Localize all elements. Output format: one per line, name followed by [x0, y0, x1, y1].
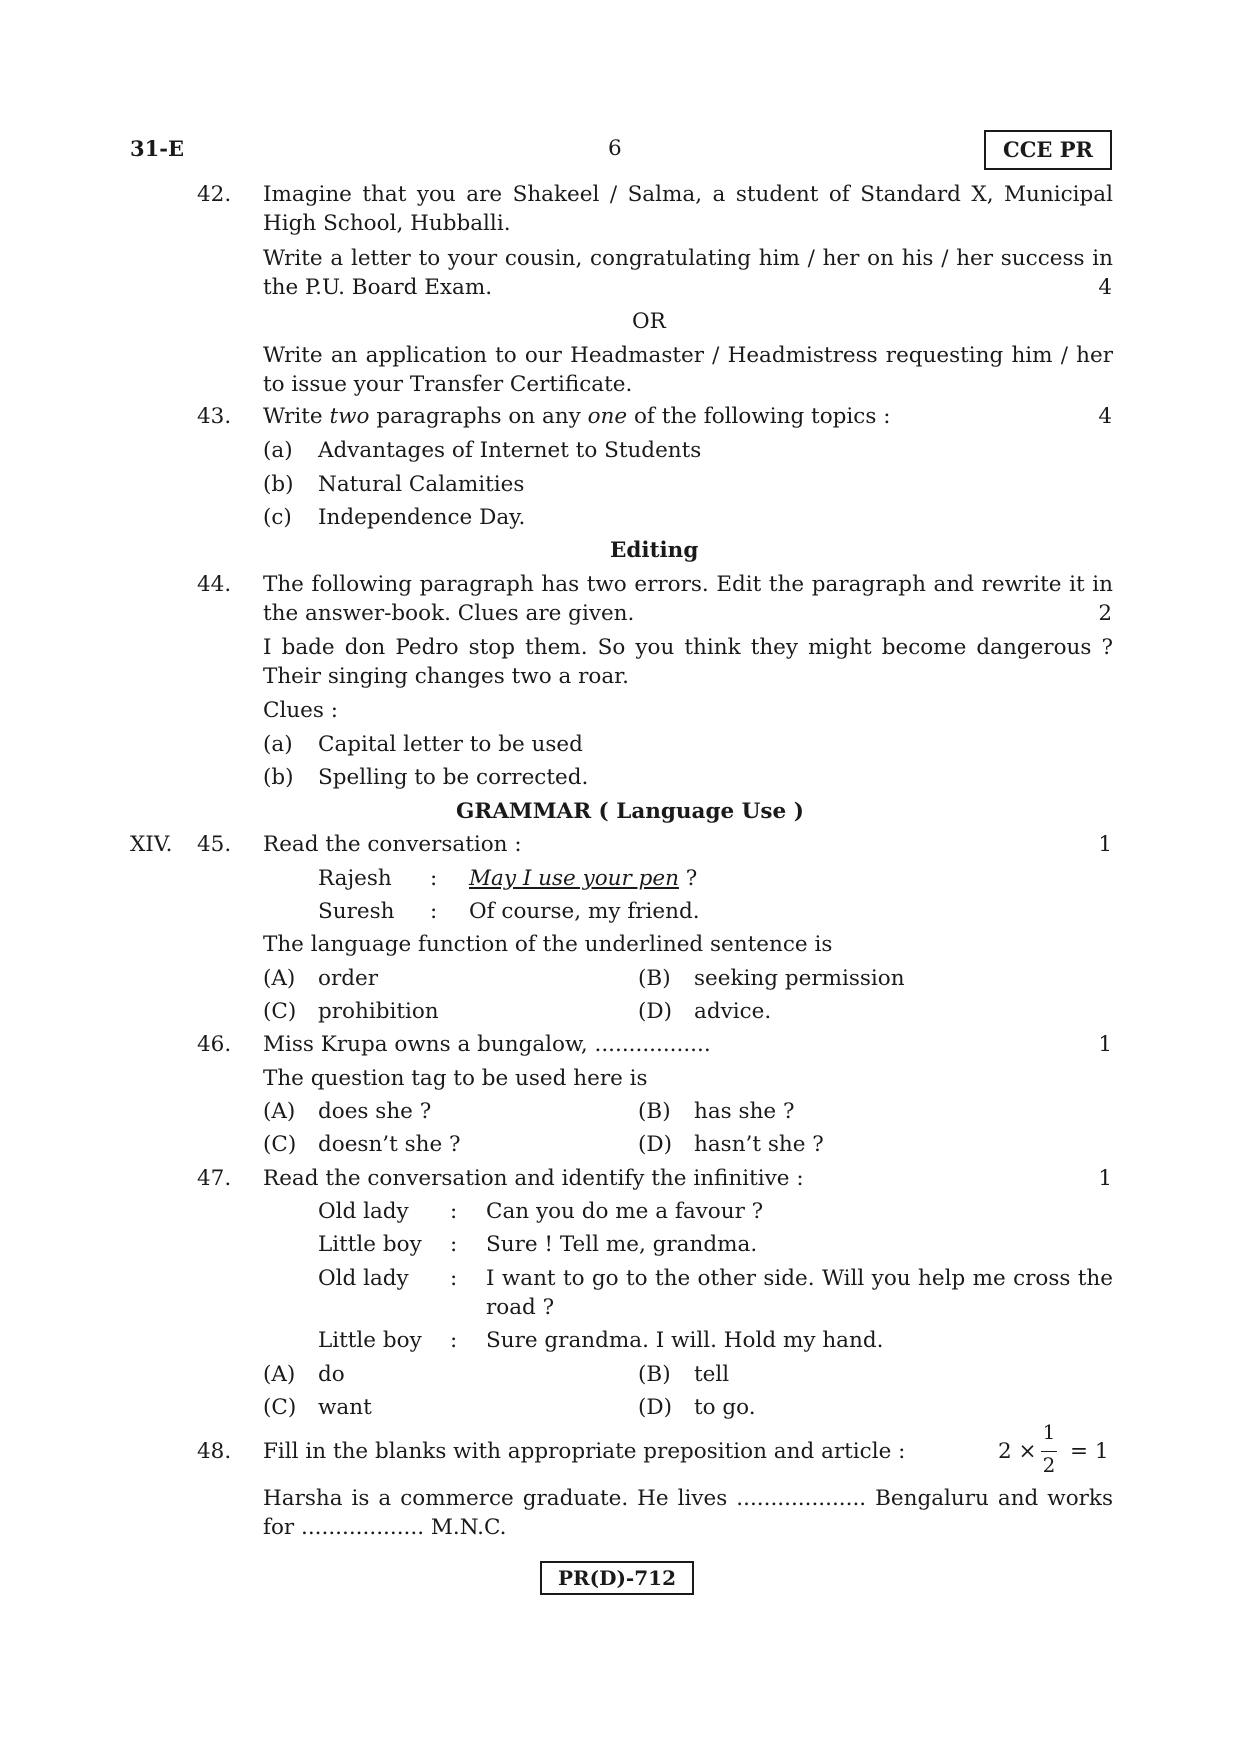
q46-prompt: The question tag to be used here is: [263, 1066, 648, 1091]
option-text: prohibition: [318, 999, 439, 1024]
q46-marks: 1: [1098, 1032, 1112, 1057]
q45-marks: 1: [1098, 832, 1112, 857]
option-label: (C): [263, 1132, 297, 1157]
question-number: 44.: [197, 572, 232, 597]
option-text: doesn’t she ?: [318, 1132, 461, 1157]
q45-prompt: The language function of the underlined sentence is: [263, 932, 833, 957]
clues-label: Clues :: [263, 698, 339, 723]
q48-passage: Harsha is a commerce graduate. He lives ................... Bengaluru and works for .................. M.N.C.: [263, 1486, 1113, 1540]
dialogue-line: May I use your pen ?: [469, 866, 698, 891]
option-text: Spelling to be corrected.: [318, 765, 589, 790]
q48-marks-suffix: = 1: [1070, 1439, 1109, 1464]
dialogue-speaker: Little boy: [318, 1328, 422, 1353]
dialogue-line: Of course, my friend.: [469, 899, 700, 924]
option-label: (A): [263, 966, 296, 991]
paper-code: 31-E: [130, 136, 184, 161]
option-text: Advantages of Internet to Students: [318, 438, 702, 463]
option-label: (b): [263, 765, 294, 790]
option-label: (C): [263, 1395, 297, 1420]
q44-marks: 2: [1098, 601, 1112, 626]
dialogue-separator: :: [450, 1232, 458, 1257]
option-text: order: [318, 966, 378, 991]
q43-marks: 4: [1098, 404, 1112, 429]
dialogue-speaker: Suresh: [318, 899, 395, 924]
q46-text: Miss Krupa owns a bungalow, .................: [263, 1032, 711, 1057]
option-text: do: [318, 1362, 345, 1387]
or-separator: OR: [632, 309, 666, 334]
option-label: (D): [638, 1395, 673, 1420]
option-label: (c): [263, 505, 292, 530]
section-number: XIV.: [130, 832, 173, 857]
option-label: (C): [263, 999, 297, 1024]
option-text: want: [318, 1395, 372, 1420]
q42-intro: Imagine that you are Shakeel / Salma, a student of Standard X, Municipal High School, Hubballi.: [263, 182, 1113, 236]
question-number: 47.: [197, 1166, 232, 1191]
footer-code: PR(D)-712: [540, 1561, 694, 1595]
dialogue-speaker: Little boy: [318, 1232, 422, 1257]
q42-marks: 4: [1098, 275, 1112, 300]
q47-marks: 1: [1098, 1166, 1112, 1191]
dialogue-line: Sure grandma. I will. Hold my hand.: [486, 1328, 884, 1353]
option-label: (A): [263, 1099, 296, 1124]
option-label: (b): [263, 472, 294, 497]
q48-marks-numerator: 1: [1042, 1420, 1056, 1444]
option-label: (D): [638, 1132, 673, 1157]
question-number: 43.: [197, 404, 232, 429]
dialogue-separator: :: [450, 1328, 458, 1353]
option-text: advice.: [694, 999, 772, 1024]
option-label: (B): [638, 1362, 671, 1387]
q44-text: The following paragraph has two errors. Edit the paragraph and rewrite it in the answer-book. Clues are given.: [263, 572, 1113, 626]
q45-text: Read the conversation :: [263, 832, 522, 857]
option-text: Natural Calamities: [318, 472, 525, 497]
dialogue-separator: :: [450, 1199, 458, 1224]
option-text: does she ?: [318, 1099, 432, 1124]
option-text: hasn’t she ?: [694, 1132, 824, 1157]
q47-text: Read the conversation and identify the infinitive :: [263, 1166, 804, 1191]
option-text: Independence Day.: [318, 505, 526, 530]
dialogue-line: I want to go to the other side. Will you help me cross the road ?: [486, 1266, 1113, 1320]
q42-alt-task: Write an application to our Headmaster / Headmistress requesting him / her to issue your Transfer Certificate.: [263, 343, 1113, 397]
dialogue-speaker: Old lady: [318, 1199, 409, 1224]
dialogue-speaker: Old lady: [318, 1266, 409, 1291]
question-number: 45.: [197, 832, 232, 857]
option-label: (a): [263, 732, 293, 757]
option-label: (B): [638, 966, 671, 991]
q44-passage: I bade don Pedro stop them. So you think they might become dangerous ? Their singing changes two a roar.: [263, 635, 1113, 689]
underlined-sentence: May I use your pen: [469, 866, 679, 891]
fraction-bar: [1041, 1451, 1057, 1452]
section-heading-editing: Editing: [610, 538, 699, 563]
option-text: seeking permission: [694, 966, 905, 991]
q42-task: Write a letter to your cousin, congratulating him / her on his / her success in the P.U. Board Exam.: [263, 246, 1113, 300]
option-label: (A): [263, 1362, 296, 1387]
question-number: 42.: [197, 182, 232, 207]
option-text: tell: [694, 1362, 730, 1387]
q48-marks-denominator: 2: [1042, 1453, 1056, 1477]
dialogue-speaker: Rajesh: [318, 866, 392, 891]
section-heading-grammar: GRAMMAR ( Language Use ): [456, 799, 804, 824]
question-number: 46.: [197, 1032, 232, 1057]
option-label: (D): [638, 999, 673, 1024]
q48-marks-prefix: 2 ×: [998, 1439, 1037, 1464]
q43-text: Write two paragraphs on any one of the following topics :: [263, 404, 891, 429]
dialogue-line: Can you do me a favour ?: [486, 1199, 764, 1224]
question-number: 48.: [197, 1439, 232, 1464]
page-number: 6: [608, 136, 622, 161]
dialogue-separator: :: [430, 899, 438, 924]
dialogue-separator: :: [430, 866, 438, 891]
option-text: to go.: [694, 1395, 756, 1420]
option-label: (B): [638, 1099, 671, 1124]
dialogue-separator: :: [450, 1266, 458, 1291]
dialogue-line: Sure ! Tell me, grandma.: [486, 1232, 758, 1257]
option-label: (a): [263, 438, 293, 463]
cce-pr-badge: CCE PR: [984, 130, 1112, 170]
option-text: has she ?: [694, 1099, 795, 1124]
option-text: Capital letter to be used: [318, 732, 583, 757]
q48-text: Fill in the blanks with appropriate preposition and article :: [263, 1439, 906, 1464]
